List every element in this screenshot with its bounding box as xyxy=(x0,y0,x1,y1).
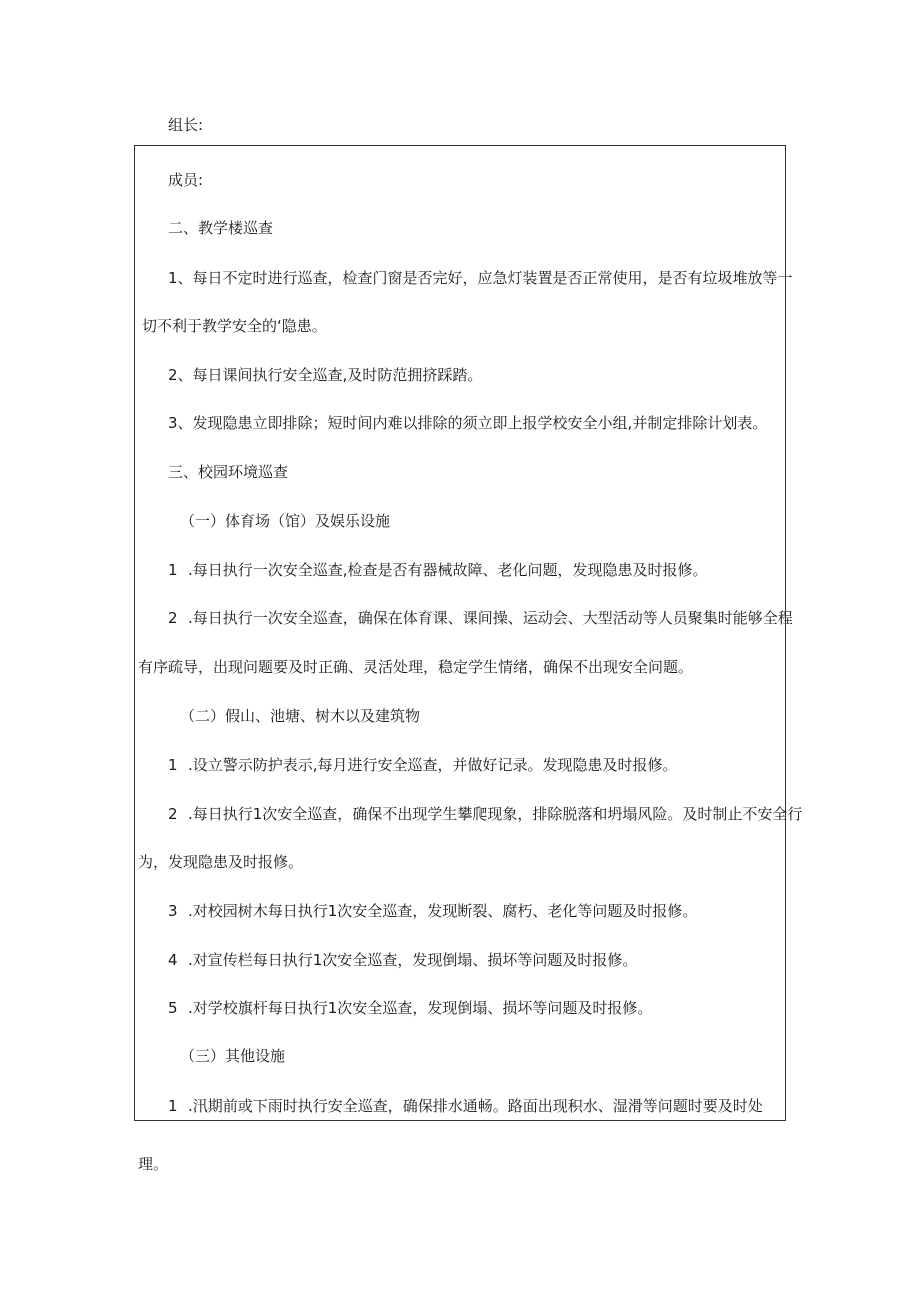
sub1-item-2-line-2: 有序疏导，出现问题要及时正确、灵活处理，稳定学生情绪，确保不出现安全问题。 xyxy=(138,658,694,676)
item-text: .每日执行一次安全巡查,检查是否有器械故障、老化问题，发现隐患及时报修。 xyxy=(188,561,708,579)
sub2-item-4 xyxy=(168,950,637,970)
sub2-item-3 xyxy=(168,901,697,921)
item-number: 2 xyxy=(168,805,178,823)
leader-label: 组长: xyxy=(168,116,204,134)
section-2-heading: 二、教学楼巡查 xyxy=(168,219,274,237)
item-number: 5 xyxy=(168,999,178,1017)
sec2-item-1-line-1: 1、每日不定时进行巡查，检查门窗是否完好，应急灯装置是否正常使用，是否有垃圾堆放等一 xyxy=(168,269,793,287)
section-3-heading: 三、校园环境巡查 xyxy=(168,463,289,481)
sec2-item-2: 2、每日课间执行安全巡查,及时防范拥挤踩踏。 xyxy=(168,366,483,384)
sec2-item-3: 3、发现隐患立即排除；短时间内难以排除的须立即上报学校安全小组,并制定排除计划表。 xyxy=(168,414,768,432)
item-text: .对宣传栏每日执行1次安全巡查，发现倒塌、损坏等问题及时报修。 xyxy=(188,951,638,969)
sub2-item-2-line-2: 为，发现隐患及时报修。 xyxy=(138,853,304,871)
item-number: 2 xyxy=(168,609,178,627)
item-text: .汛期前或下雨时执行安全巡查，确保排水通畅。路面出现积水、湿滑等问题时要及时处 xyxy=(188,1097,763,1115)
members-label: 成员: xyxy=(168,171,204,189)
table-frame xyxy=(134,145,786,1121)
item-text: .每日执行一次安全巡查，确保在体育课、课间操、运动会、大型活动等人员聚集时能够全程 xyxy=(188,609,793,627)
item-text: .设立警示防护表示,每月进行安全巡查，并做好记录。发现隐患及时报修。 xyxy=(188,756,678,774)
item-number: 3 xyxy=(168,902,178,920)
sub3-item-1-line-2: 理。 xyxy=(138,1155,169,1173)
sub-3-heading: （三）其他设施 xyxy=(180,1047,286,1065)
item-number: 1 xyxy=(168,1097,178,1115)
item-number: 1 xyxy=(168,561,178,579)
sec2-item-1-line-2: 切不利于教学安全的‘隐患。 xyxy=(142,317,327,335)
sub2-item-2-line-1 xyxy=(168,804,802,824)
sub-1-heading: （一）体育场（馆）及娱乐设施 xyxy=(180,512,391,530)
sub3-item-1-line-1 xyxy=(168,1096,763,1116)
item-text: .每日执行1次安全巡查，确保不出现学生攀爬现象，排除脱落和坍塌风险。及时制止不安全行 xyxy=(188,805,803,823)
sub1-item-1 xyxy=(168,560,708,580)
sub2-item-5 xyxy=(168,998,652,1018)
sub2-item-1 xyxy=(168,755,678,775)
item-number: 1 xyxy=(168,756,178,774)
item-text: .对学校旗杆每日执行1次安全巡查，发现倒塌、损坏等问题及时报修。 xyxy=(188,999,653,1017)
item-text: .对校园树木每日执行1次安全巡查，发现断裂、腐朽、老化等问题及时报修。 xyxy=(188,902,698,920)
sub-2-heading: （二）假山、池塘、树木以及建筑物 xyxy=(180,707,421,725)
sub1-item-2-line-1 xyxy=(168,608,793,628)
item-number: 4 xyxy=(168,951,178,969)
